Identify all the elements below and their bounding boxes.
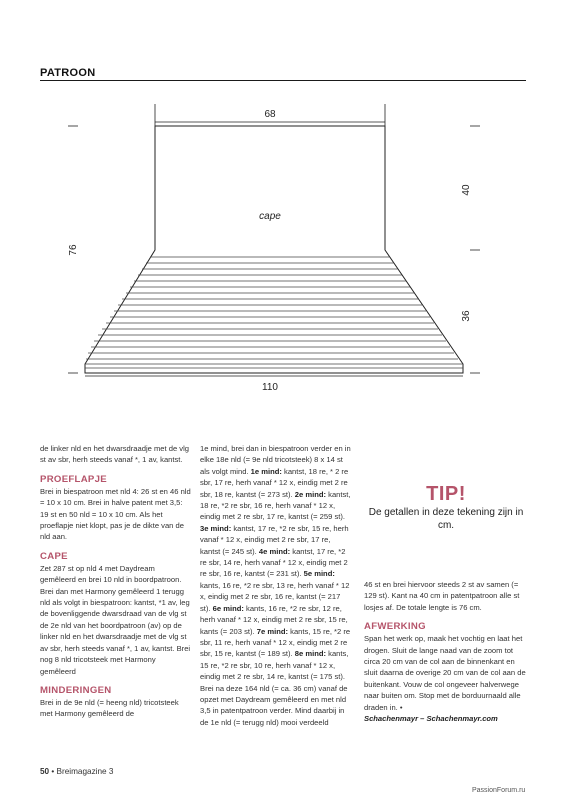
col1-cape-text: Zet 287 st op nld 4 met Daydream gemêleerd en brei 10 nld in boordpatroon. Brei dan met Harmony gemêleerd 1 terugg nld als volgt in biespatroon: kantst, *1 av, leg de bovenliggende dwarsdraad van de vlg st de 2e nld van het boordpatroon (av) op de linker nld en het dwarsdraadje met de vlg st av sbr, herh steeds vanaf *, 1 av, kantst. Brei nog 8 nld tricotsteek met Harmony gemêleerd — [40, 563, 191, 676]
heading-proeflapje: PROEFLAPJE — [40, 473, 107, 485]
tip-title: TIP! — [426, 483, 466, 505]
col3-intro: 46 st en brei hiervoor steeds 2 st av samen (= 129 st). Kant na 40 cm in patentpatroon alle st losjes af. De totale lengte is 76 cm. — [364, 580, 520, 612]
col3-afwerking-text: Span het werk op, maak het vochtig en laat het drogen. Sluit de lange naad van de zoom tot circa 20 cm van de col aan de binnenkant en sluit daarna de overige 20 cm van de col aan de buitenkant. Vouw de col ongeveer halverwege naar buiten om. Stop met de borduurnaald alle draden in. • — [364, 634, 526, 712]
tip-body: De getallen in deze tekening zijn in cm. — [368, 507, 524, 531]
magazine-name: Breimagazine 3 — [56, 767, 114, 776]
heading-afwerking: AFWERKING — [364, 621, 426, 633]
upper-height-label: 40 — [461, 184, 472, 196]
footer-bullet: • — [51, 767, 55, 776]
signature-credit: Schachenmayr – Schachenmayr.com — [364, 714, 498, 724]
col1-minderingen-text: Brei in de 9e nld (= heeng nld) tricotsteek met Harmony gemêleerd de — [40, 697, 179, 719]
cape-label: cape — [259, 211, 281, 222]
column-2 — [200, 443, 352, 728]
cape-outline — [85, 126, 463, 373]
page-footer — [40, 767, 113, 776]
watermark-text: PassionForum.ru — [472, 787, 526, 794]
bottom-width-label: 110 — [262, 382, 278, 393]
col1-intro: de linker nld en het dwarsdraadje met de vlg st av sbr, herh steeds vanaf *, 1 av, kantst. — [40, 444, 190, 465]
page-number: 50 — [40, 767, 50, 776]
column-3 — [364, 579, 526, 724]
column-1 — [40, 443, 192, 720]
ribbing-stripes — [85, 257, 463, 368]
top-width-label: 68 — [264, 109, 276, 120]
section-title: PATROON — [40, 67, 96, 79]
lower-height-label: 36 — [461, 310, 472, 322]
col2-text: 1e mind, brei dan in biespatroon verder en in elke 18e nld (= 9e nld tricotsteek) 8 x 14 st als volgt mind. 1e mind: kantst, 18 re, * 2 re sbr, 17 re, herh vanaf * 12 x, eindig met 2 re sbr, 18 re, kantst (= 273 st). 2e mind: kantst, 18 re, *2 re sbr, 16 re, herh vanaf * 12 x, eindig met 2 re sbr, 17 re, kantst (= 259 st). 3e mind: kantst, 17 re, *2 re sbr, 15 re, herh vanaf * 12 x, eindig met 2 re sbr, 17 re, kantst (= 245 st). 4e mind: kantst, 17 re, *2 re sbr, 14 re, herh vanaf * 12 x, eindig met 2 re sbr, 16 re, kantst (= 231 st). 5e mind: kants, 16 re, *2 re sbr, 13 re, herh vanaf * 12 x, eindig met 2 re sbr, 16 re, kantst (= 217 st). 6e mind: kants, 16 re, *2 re sbr, 12 re, herh vanaf * 12 x, eindig met 2 re sbr, 15 re, kants (= 203 st). 7e mind: kants, 15 re, *2 re sbr, 11 re, herh vanaf * 12 x, eindig met 2 re sbr, 15 re, kantst (= 189 st). 8e mind: kants, 15 re, *2 re sbr, 10 re, herh vanaf * 12 x, eindig met 2 re sbr, 14 re, kantst (= 175 st). Brei na deze 164 nld (= ca. 36 cm) vanaf de opzet met Daydream gemêleerd en met nld 3,5 in patentpatroon verder. Mind daarbij in de 1e nld (= terugg nld) mooi verdeeld — [200, 444, 351, 727]
col1-proeflapje-text: Brei in biespatroon met nld 4: 26 st en 46 nld = 10 x 10 cm. Brei in halve patent met 3,5: 19 st en 50 nld = 10 x 10 cm. Als het proeflapje niet klopt, pas je de dikte van de nld aan. — [40, 486, 191, 542]
heading-cape: CAPE — [40, 550, 68, 562]
total-height-label: 76 — [68, 244, 79, 256]
heading-minderingen: MINDERINGEN — [40, 684, 112, 696]
